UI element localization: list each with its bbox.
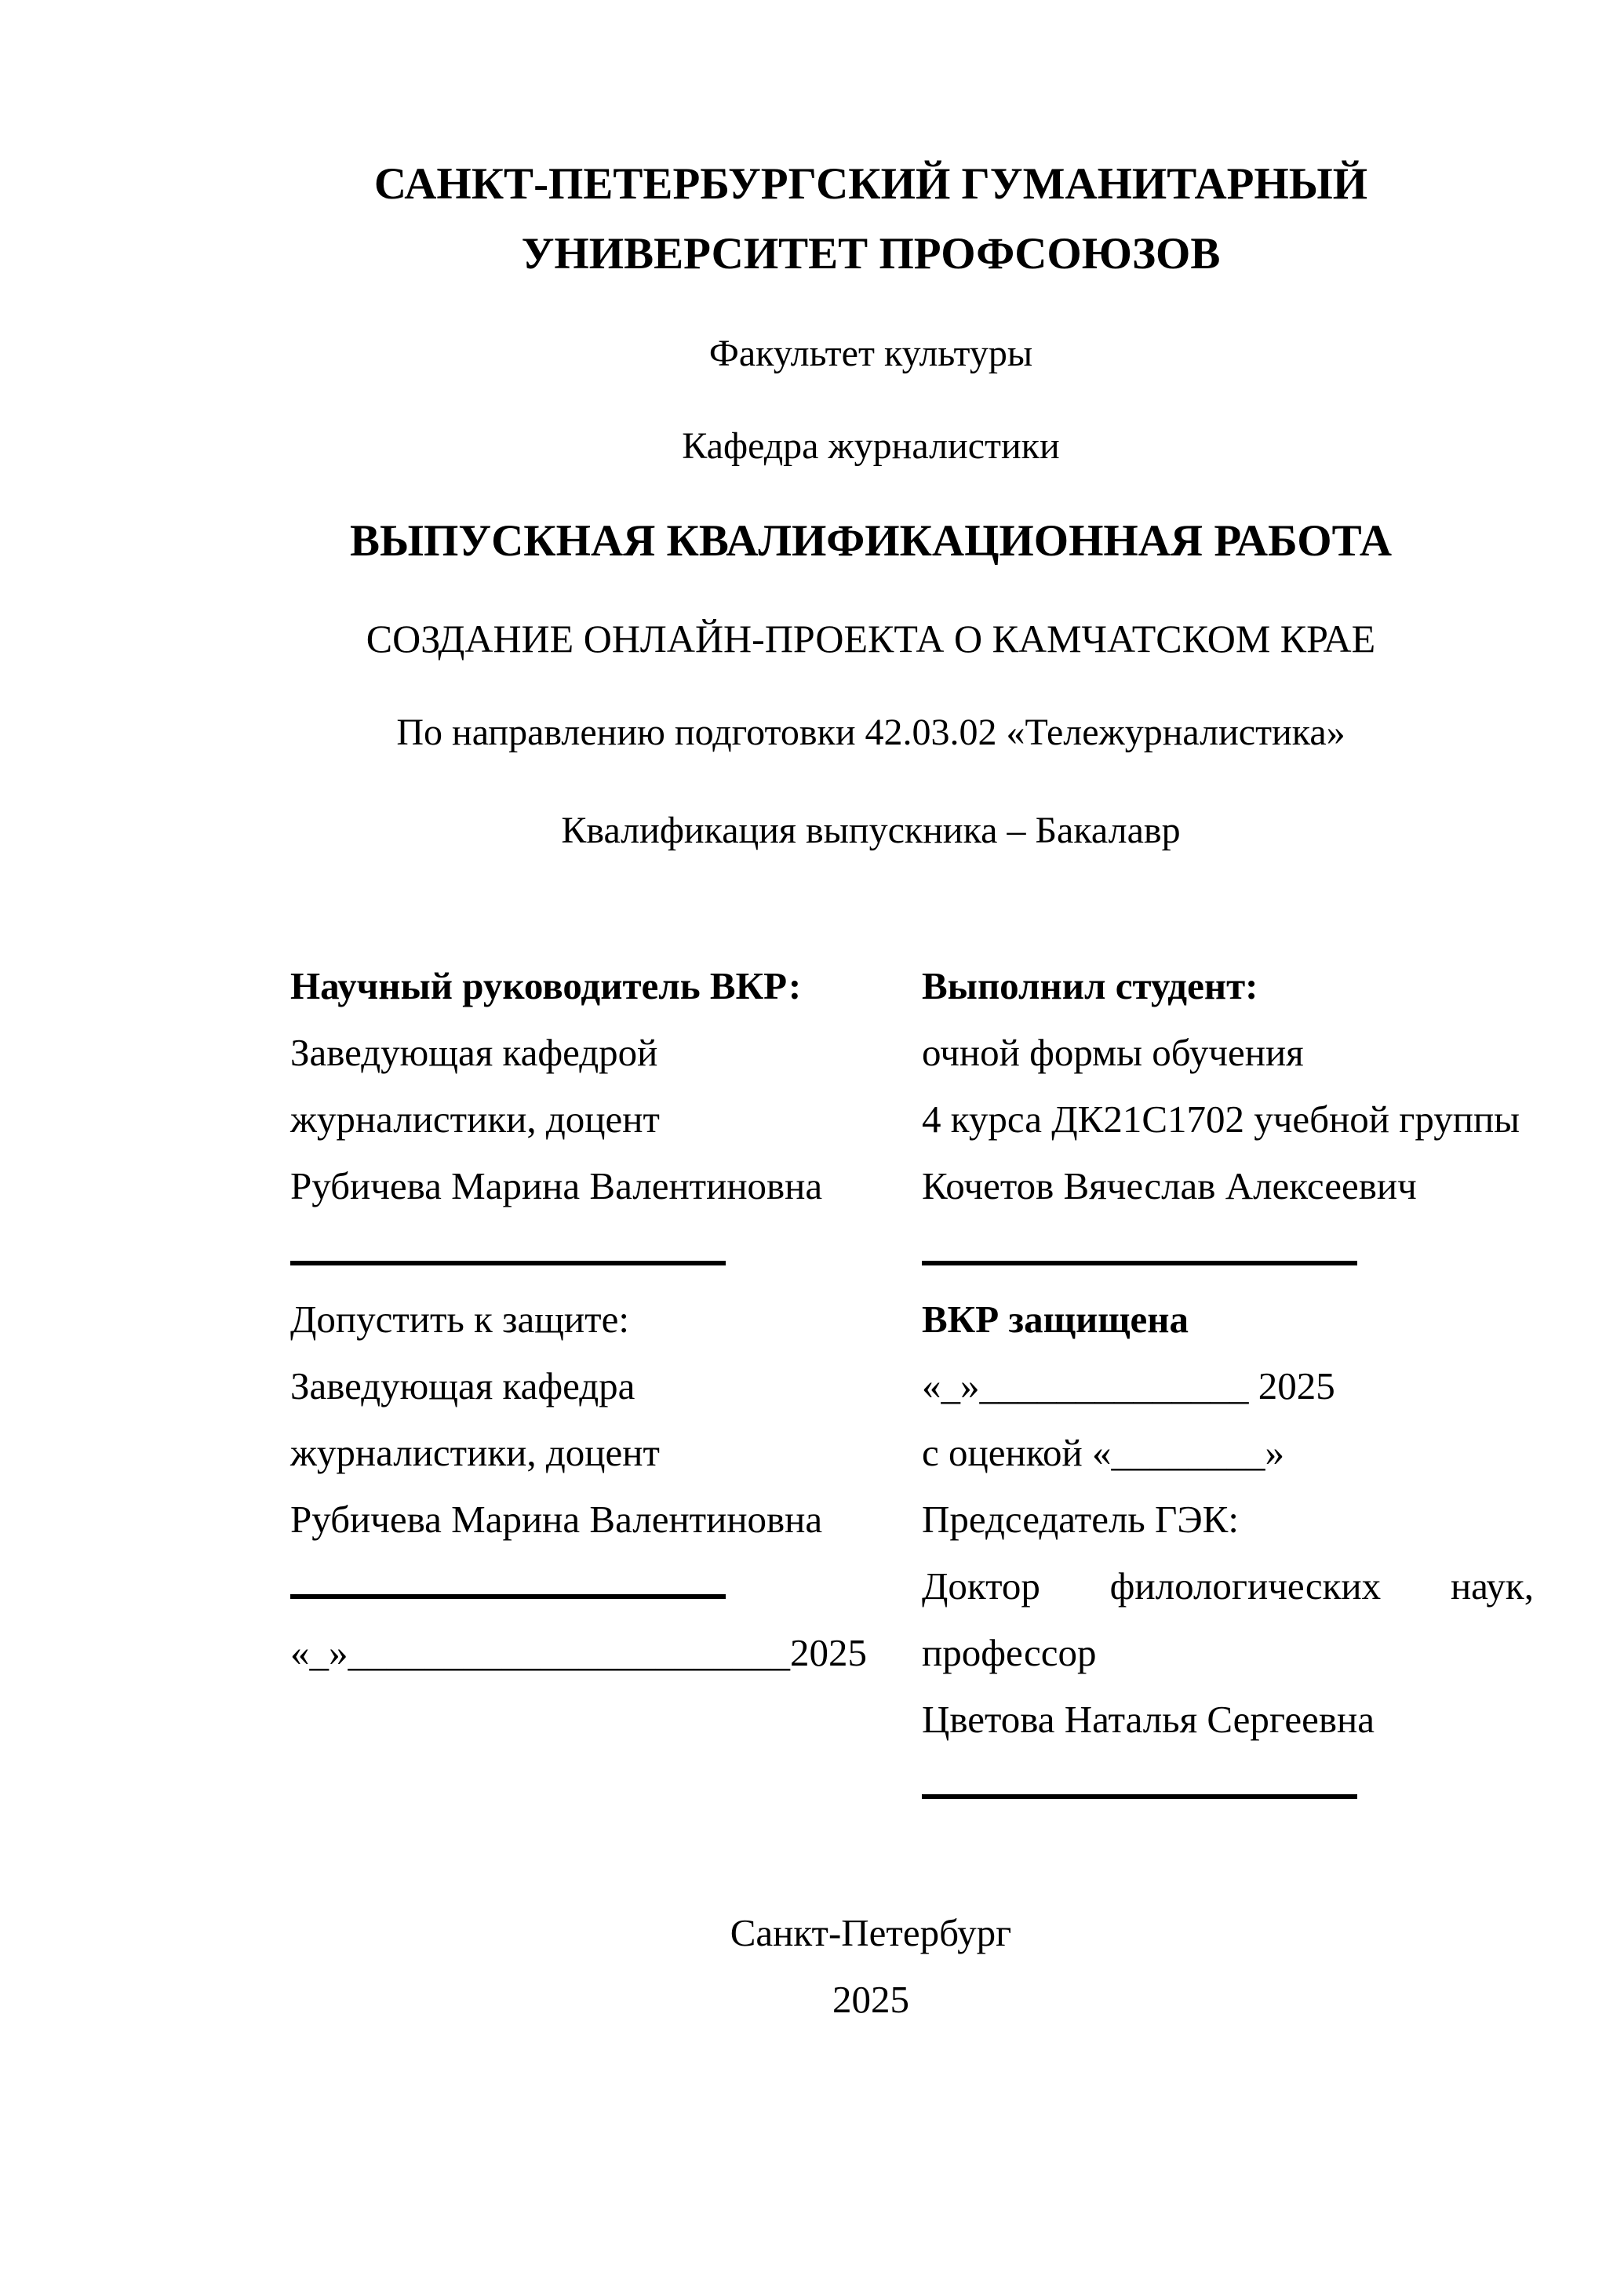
- signature-line: [290, 1223, 726, 1265]
- signature-line: [290, 1557, 726, 1599]
- supervisor-position-line: журналистики, доцент: [290, 1098, 660, 1141]
- supervisor-name: Рубичева Марина Валентиновна: [290, 1164, 823, 1207]
- supervisor-signature-row: [290, 1219, 887, 1286]
- program-line: По направлению подготовки 42.03.02 «Тележурналистика»: [396, 712, 1345, 753]
- chair-signature-row: [922, 1753, 1534, 1819]
- chair-degree-word: наук,: [1450, 1564, 1534, 1608]
- supervisor-column: [290, 952, 887, 1686]
- student-name: Кочетов Вячеслав Алексеевич: [922, 1164, 1417, 1207]
- chair-name: Цветова Наталья Сергеевна: [922, 1698, 1375, 1741]
- admit-date-blank: «_»_______________________2025: [290, 1631, 867, 1674]
- chair-degree-word: Доктор: [922, 1564, 1040, 1608]
- student-label: Выполнил студент:: [922, 964, 1258, 1007]
- defended-date-blank: «_»______________ 2025: [922, 1364, 1335, 1407]
- admit-position-line: Заведующая кафедра: [290, 1364, 635, 1407]
- work-type-heading: ВЫПУСКНАЯ КВАЛИФИКАЦИОННАЯ РАБОТА: [349, 516, 1392, 566]
- signature-line: [922, 1757, 1357, 1799]
- admit-label: Допустить к защите:: [290, 1298, 629, 1341]
- chair-degree-line2: профессор: [922, 1631, 1097, 1674]
- admit-position-line: журналистики, доцент: [290, 1431, 660, 1474]
- footer-year: 2025: [832, 1978, 909, 2021]
- faculty-line: Факультет культуры: [708, 333, 1033, 374]
- university-name-line1: САНКТ-ПЕТЕРБУРГСКИЙ ГУМАНИТАРНЫЙ: [373, 159, 1368, 209]
- department-line: Кафедра журналистики: [682, 425, 1060, 467]
- supervisor-label: Научный руководитель ВКР:: [290, 964, 802, 1007]
- student-signature-row: [922, 1219, 1534, 1286]
- qualification-line: Квалификация выпускника – Бакалавр: [561, 810, 1181, 851]
- work-title: СОЗДАНИЕ ОНЛАЙН-ПРОЕКТА О КАМЧАТСКОМ КРАЕ: [366, 617, 1376, 661]
- admit-name: Рубичева Марина Валентиновна: [290, 1498, 823, 1541]
- chair-label: Председатель ГЭК:: [922, 1498, 1239, 1541]
- admit-signature-row: [290, 1553, 887, 1619]
- student-group-line: 4 курса ДК21С1702 учебной группы: [922, 1098, 1520, 1141]
- supervisor-position-line: Заведующая кафедрой: [290, 1031, 658, 1074]
- grade-blank: с оценкой «________»: [922, 1431, 1284, 1474]
- footer-city: Санкт-Петербург: [730, 1911, 1012, 1954]
- signature-line: [922, 1223, 1357, 1265]
- university-name-line2: УНИВЕРСИТЕТ ПРОФСОЮЗОВ: [521, 229, 1221, 279]
- defended-label: ВКР защищена: [922, 1298, 1189, 1341]
- chair-degree-word: филологических: [1109, 1564, 1382, 1608]
- student-column: [922, 952, 1534, 1819]
- student-study-form-line: очной формы обучения: [922, 1031, 1304, 1074]
- chair-degree-line: [922, 1553, 1534, 1619]
